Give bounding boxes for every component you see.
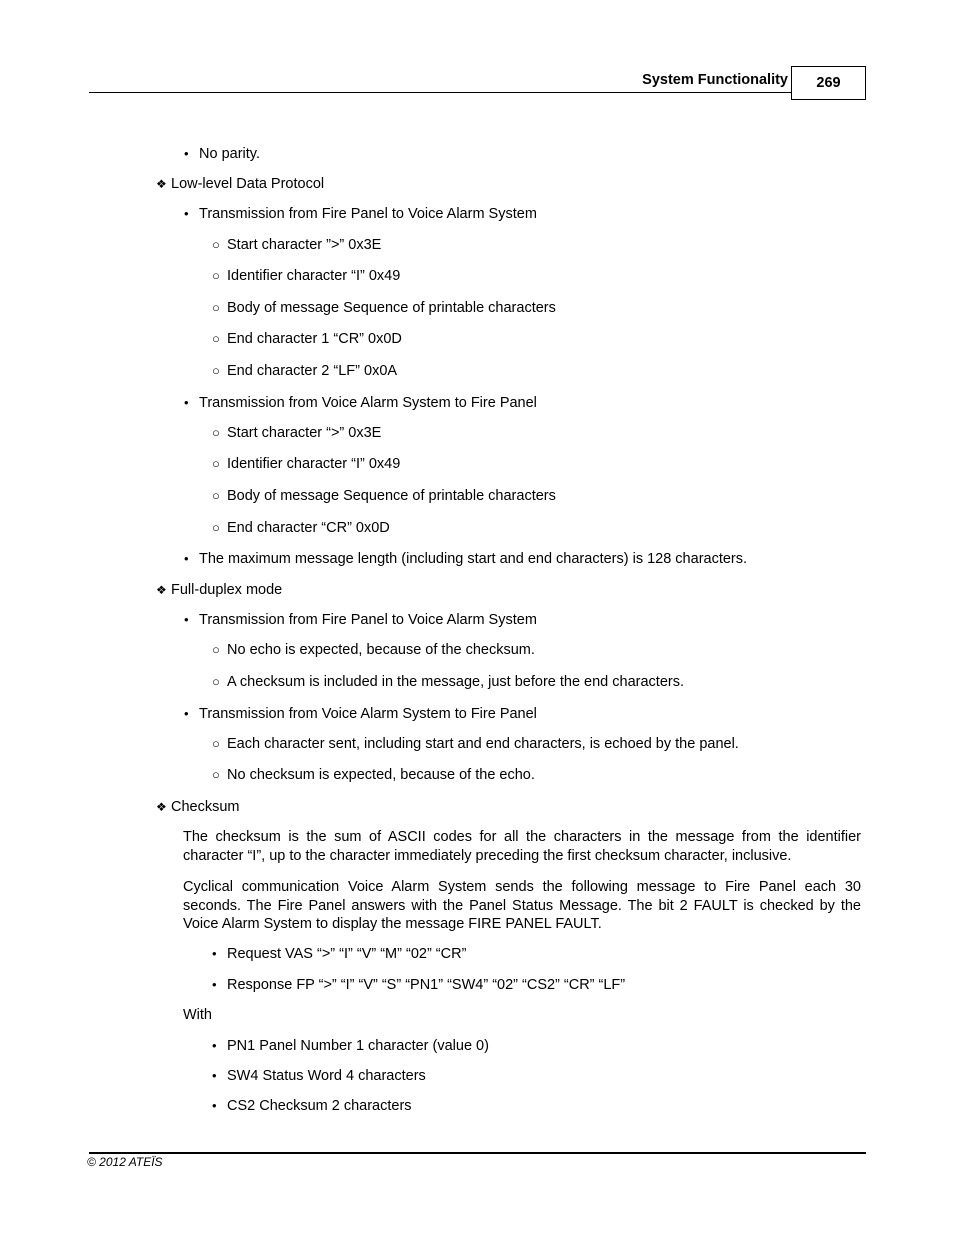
footer-rule xyxy=(89,1152,866,1154)
bullet-icon: • xyxy=(184,706,189,721)
list-item: Transmission from Voice Alarm System to Fire Panel xyxy=(199,706,537,722)
list-item: Response FP “>” “I” “V” “S” “PN1” “SW4” “02” “CS2” “CR” “LF” xyxy=(227,977,626,993)
list-item: Transmission from Voice Alarm System to Fire Panel xyxy=(199,395,537,411)
section-heading-full-duplex: Full-duplex mode xyxy=(171,582,283,598)
circle-bullet-icon: ○ xyxy=(212,767,220,782)
circle-bullet-icon: ○ xyxy=(212,363,220,378)
page-number: 269 xyxy=(791,66,866,100)
bullet-icon: • xyxy=(212,1038,217,1053)
list-item: CS2 Checksum 2 characters xyxy=(227,1098,412,1114)
list-item: Transmission from Fire Panel to Voice Alarm System xyxy=(199,206,537,222)
with-label: With xyxy=(183,1007,212,1023)
sub-list-item: Start character ”>” 0x3E xyxy=(227,237,382,253)
bullet-icon: • xyxy=(184,206,189,221)
circle-bullet-icon: ○ xyxy=(212,520,220,535)
sub-list-item: End character 2 “LF” 0x0A xyxy=(227,363,398,379)
circle-bullet-icon: ○ xyxy=(212,425,220,440)
circle-bullet-icon: ○ xyxy=(212,268,220,283)
circle-bullet-icon: ○ xyxy=(212,331,220,346)
sub-list-item: Body of message Sequence of printable characters xyxy=(227,300,556,316)
bullet-icon: • xyxy=(212,1098,217,1113)
paragraph-cyclical: Cyclical communication Voice Alarm System sends the following message to Fire Panel each 30 seconds. The Fire Panel answers with the Panel Status Message. The bit 2 FAULT is checked by the Voice Alarm System to display the message FIRE PANEL FAULT. xyxy=(183,879,861,932)
sub-list-item: A checksum is included in the message, just before the end characters. xyxy=(227,674,684,690)
list-item: SW4 Status Word 4 characters xyxy=(227,1068,426,1084)
circle-bullet-icon: ○ xyxy=(212,456,220,471)
bullet-icon: • xyxy=(212,946,217,961)
footer-copyright: © 2012 ATEÏS xyxy=(87,1155,163,1169)
header-rule xyxy=(89,92,792,93)
bullet-icon: • xyxy=(212,1068,217,1083)
diamond-bullet-icon: ❖ xyxy=(156,177,167,191)
sub-list-item: Identifier character “I” 0x49 xyxy=(227,268,401,284)
list-item: Transmission from Fire Panel to Voice Alarm System xyxy=(199,612,537,628)
circle-bullet-icon: ○ xyxy=(212,488,220,503)
sub-list-item: Start character “>” 0x3E xyxy=(227,425,382,441)
sub-list-item: No echo is expected, because of the checksum. xyxy=(227,642,535,658)
list-item: Request VAS “>” “I” “V” “M” “02” “CR” xyxy=(227,946,467,962)
diamond-bullet-icon: ❖ xyxy=(156,583,167,597)
section-heading-low-level: Low-level Data Protocol xyxy=(171,176,325,192)
bullet-icon: • xyxy=(184,551,189,566)
circle-bullet-icon: ○ xyxy=(212,674,220,689)
sub-list-item: End character 1 “CR” 0x0D xyxy=(227,331,402,347)
circle-bullet-icon: ○ xyxy=(212,736,220,751)
circle-bullet-icon: ○ xyxy=(212,237,220,252)
circle-bullet-icon: ○ xyxy=(212,642,220,657)
bullet-icon: • xyxy=(184,612,189,627)
paragraph-checksum: The checksum is the sum of ASCII codes for all the characters in the message from the identifier character “I”, up to the character immediately preceding the first checksum character, inclusive. xyxy=(183,829,861,864)
sub-list-item: Body of message Sequence of printable characters xyxy=(227,488,556,504)
sub-list-item: Identifier character “I” 0x49 xyxy=(227,456,401,472)
diamond-bullet-icon: ❖ xyxy=(156,800,167,814)
section-heading-checksum: Checksum xyxy=(171,799,240,815)
sub-list-item: No checksum is expected, because of the echo. xyxy=(227,767,535,783)
sub-list-item: Each character sent, including start and end characters, is echoed by the panel. xyxy=(227,736,739,752)
list-item: No parity. xyxy=(199,146,260,162)
circle-bullet-icon: ○ xyxy=(212,300,220,315)
list-item: PN1 Panel Number 1 character (value 0) xyxy=(227,1038,489,1054)
list-item: The maximum message length (including start and end characters) is 128 characters. xyxy=(199,551,748,567)
sub-list-item: End character “CR” 0x0D xyxy=(227,520,390,536)
bullet-icon: • xyxy=(212,977,217,992)
bullet-icon: • xyxy=(184,395,189,410)
page-header-title: System Functionality xyxy=(642,72,788,88)
bullet-icon: • xyxy=(184,146,189,161)
